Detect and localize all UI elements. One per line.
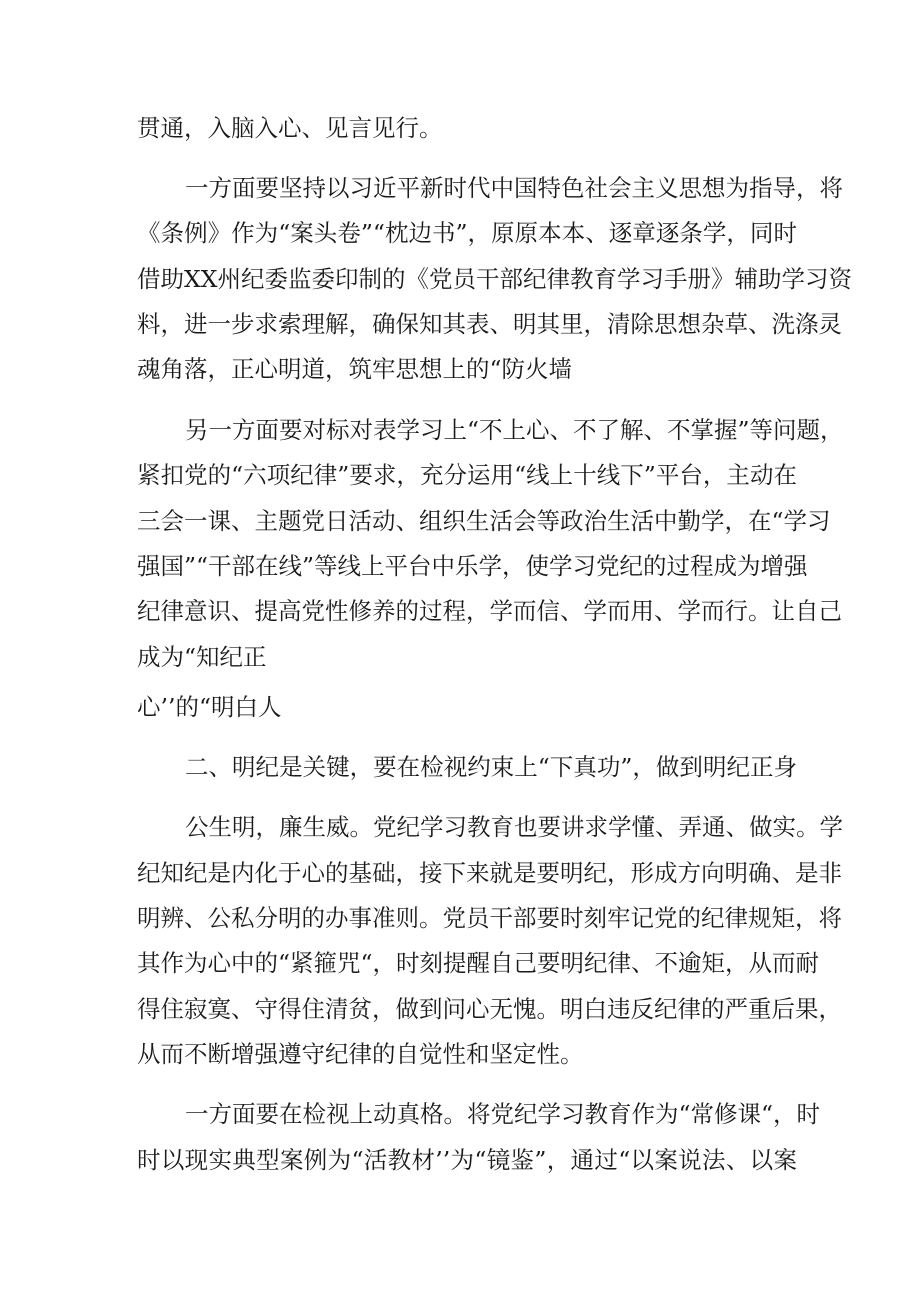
text-line: 其作为心中的“紧箍咒“，时刻提醒自己要明纪律、不逾矩，从而耐 xyxy=(137,949,820,977)
text-line: 一方面要坚持以习近平新时代中国特色社会主义思想为指导，将 xyxy=(185,174,843,202)
text-line: 三会一课、主题党日活动、组织生活会等政治生活中勤学，在“学习 xyxy=(137,507,831,535)
text-line: 借助XX州纪委监委印制的《党员干部纪律教育学习手册》辅助学习资 xyxy=(137,265,852,293)
text-line: 紧扣党的“六项纪律”要求，充分运用“线上十线下”平台，主动在 xyxy=(137,461,797,489)
section-heading: 二、明纪是关键，要在检视约束上“下真功”，做到明纪正身 xyxy=(185,753,797,781)
text-line: 贯通，入脑入心、见言见行。 xyxy=(137,114,443,142)
text-line: 《条例》作为“案头卷”“枕边书”，原原本本、逐章逐条学，同时 xyxy=(137,219,797,247)
text-line: 成为“知纪正 xyxy=(137,643,267,671)
text-line: 从而不断增强遵守纪律的自觉性和坚定性。 xyxy=(137,1040,584,1068)
text-line: 魂角落，正心明道，筑牢思想上的“防火墙 xyxy=(137,355,573,383)
text-line: 料，进一步求索理解，确保知其表、明其里，清除思想杂草、洗涤灵 xyxy=(137,310,842,338)
text-line: 时以现实典型案例为“活教材’’为“镜鉴”，通过“以案说法、以案 xyxy=(137,1146,797,1174)
text-line: 一方面要在检视上动真格。将党纪学习教育作为“常修课“，时 xyxy=(185,1100,821,1128)
text-line: 另一方面要对标对表学习上“不上心、不了解、不掌握”等问题， xyxy=(185,416,844,444)
text-line: 明辨、公私分明的办事准则。党员干部要时刻牢记党的纪律规矩，将 xyxy=(137,904,842,932)
text-line: 公生明，廉生威。党纪学习教育也要讲求学懂、弄通、做实。学 xyxy=(185,813,843,841)
text-line: 纪律意识、提高党性修养的过程，学而信、学而用、学而行。让自己 xyxy=(137,597,842,625)
text-line: 纪知纪是内化于心的基础，接下来就是要明纪，形成方向明确、是非 xyxy=(137,859,842,887)
text-line: 得住寂寞、守得住清贫，做到问心无愧。明白违反纪律的严重后果， xyxy=(137,995,842,1023)
text-line: 强国”“干部在线”等线上平台中乐学，使学习党纪的过程成为增强 xyxy=(137,552,808,580)
text-line: 心’’的“明白人 xyxy=(137,693,282,721)
